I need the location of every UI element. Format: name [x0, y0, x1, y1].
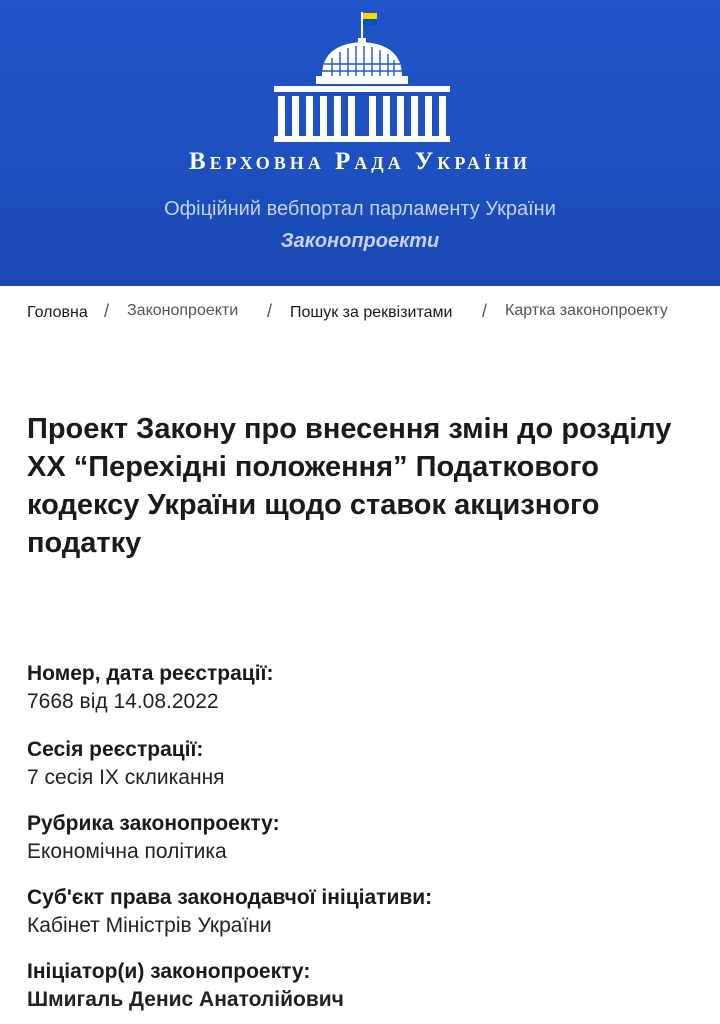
breadcrumb-home[interactable]: Головна: [27, 304, 88, 321]
field-value: Кабінет Міністрів України: [27, 914, 272, 937]
bill-title: Проект Закону про внесення змін до розділу XX “Перехідні положення” Податкового кодексу України щодо ставок акцизного податку: [27, 413, 672, 559]
field-category: [27, 810, 697, 866]
field-label: Ініціатор(и) законопроекту:: [27, 960, 311, 983]
breadcrumb-separator: /: [104, 301, 110, 321]
site-header: [0, 0, 720, 286]
field-label: Номер, дата реєстрації:: [27, 662, 274, 685]
field-initiators: [27, 958, 697, 1014]
breadcrumb-bills[interactable]: Законопроекти: [127, 302, 239, 319]
parliament-building-icon[interactable]: [272, 8, 452, 144]
initiator-link[interactable]: Шмигаль Денис Анатолійович: [27, 988, 344, 1011]
breadcrumb-bill-card: Картка законопроекту: [505, 302, 668, 319]
field-value: 7 сесія IX скликання: [27, 766, 225, 789]
breadcrumb-separator: /: [267, 301, 273, 321]
field-initiative-subject: [27, 884, 697, 940]
breadcrumb: [0, 286, 720, 344]
field-label: Рубрика законопроекту:: [27, 812, 280, 835]
field-value: 7668 від 14.08.2022: [27, 690, 219, 713]
site-subtitle: Офіційний вебпортал парламенту України: [164, 198, 556, 220]
site-title[interactable]: Верховна Рада України: [188, 148, 532, 175]
breadcrumb-separator: /: [482, 301, 488, 321]
field-label: Суб'єкт права законодавчої ініціативи:: [27, 886, 433, 909]
breadcrumb-search-by-details[interactable]: Пошук за реквізитами: [290, 304, 453, 321]
site-section-name[interactable]: Законопроекти: [280, 230, 440, 252]
field-session: [27, 736, 697, 792]
field-value: Економічна політика: [27, 840, 227, 863]
field-registration-number: [27, 660, 697, 716]
field-label: Сесія реєстрації:: [27, 738, 204, 761]
